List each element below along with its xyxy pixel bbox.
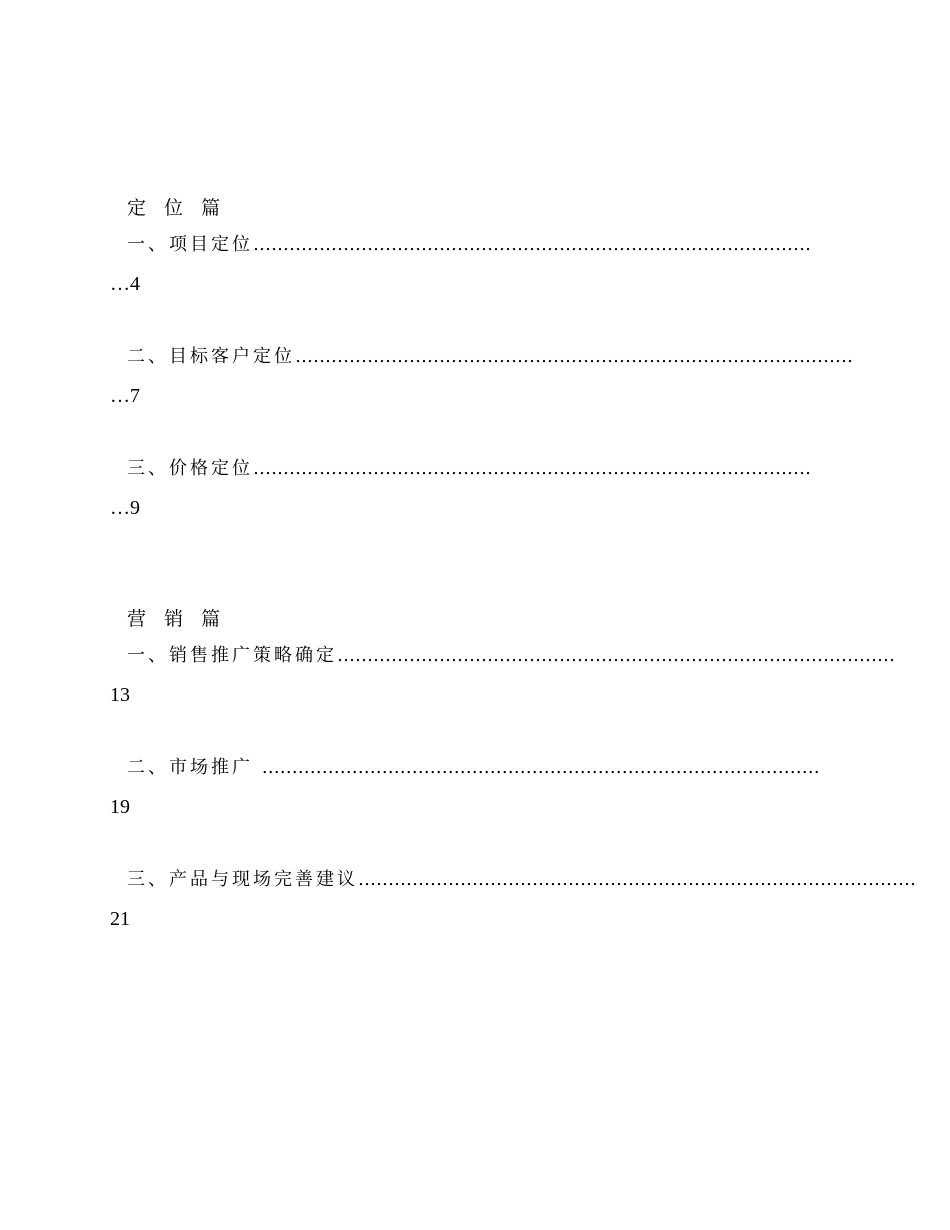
- toc-entry-page-number: 13: [110, 684, 130, 706]
- toc-entry-title: 二、目标客户定位: [127, 346, 295, 367]
- toc-entry-line[interactable]: [127, 868, 916, 892]
- toc-leader-dots: …………………………………………………………………………………: [358, 869, 916, 890]
- section-heading-positioning: 定 位 篇: [127, 197, 227, 219]
- toc-leader-dots: …………………………………………………………………………………: [337, 645, 895, 666]
- section-heading-marketing: 营 销 篇: [127, 608, 227, 630]
- toc-entry-line[interactable]: [127, 345, 853, 369]
- toc-entry-title: 一、项目定位: [127, 234, 253, 255]
- toc-entry-page-number: …4: [110, 273, 140, 295]
- toc-entry-page-number: …7: [110, 385, 140, 407]
- toc-entry-title: 三、产品与现场完善建议: [127, 869, 358, 890]
- toc-entry-line[interactable]: [127, 644, 895, 668]
- toc-entry-page-number: 19: [110, 796, 130, 818]
- toc-entry-line[interactable]: [127, 756, 825, 780]
- toc-entry-line[interactable]: [127, 233, 825, 257]
- toc-entry-page-number: …9: [110, 497, 140, 519]
- toc-leader-dots: …………………………………………………………………………………: [253, 458, 811, 479]
- toc-entry-title: 一、销售推广策略确定: [127, 645, 337, 666]
- toc-leader-dots: …………………………………………………………………………………: [253, 234, 811, 255]
- toc-leader-dots: …………………………………………………………………………………: [261, 757, 820, 778]
- toc-leader-dots: …………………………………………………………………………………: [295, 346, 853, 367]
- toc-entry-page-number: 21: [110, 908, 130, 930]
- toc-entry-title: 三、价格定位: [127, 458, 253, 479]
- toc-entry-line[interactable]: [127, 457, 825, 481]
- toc-entry-title: 二、市场推广: [127, 757, 262, 778]
